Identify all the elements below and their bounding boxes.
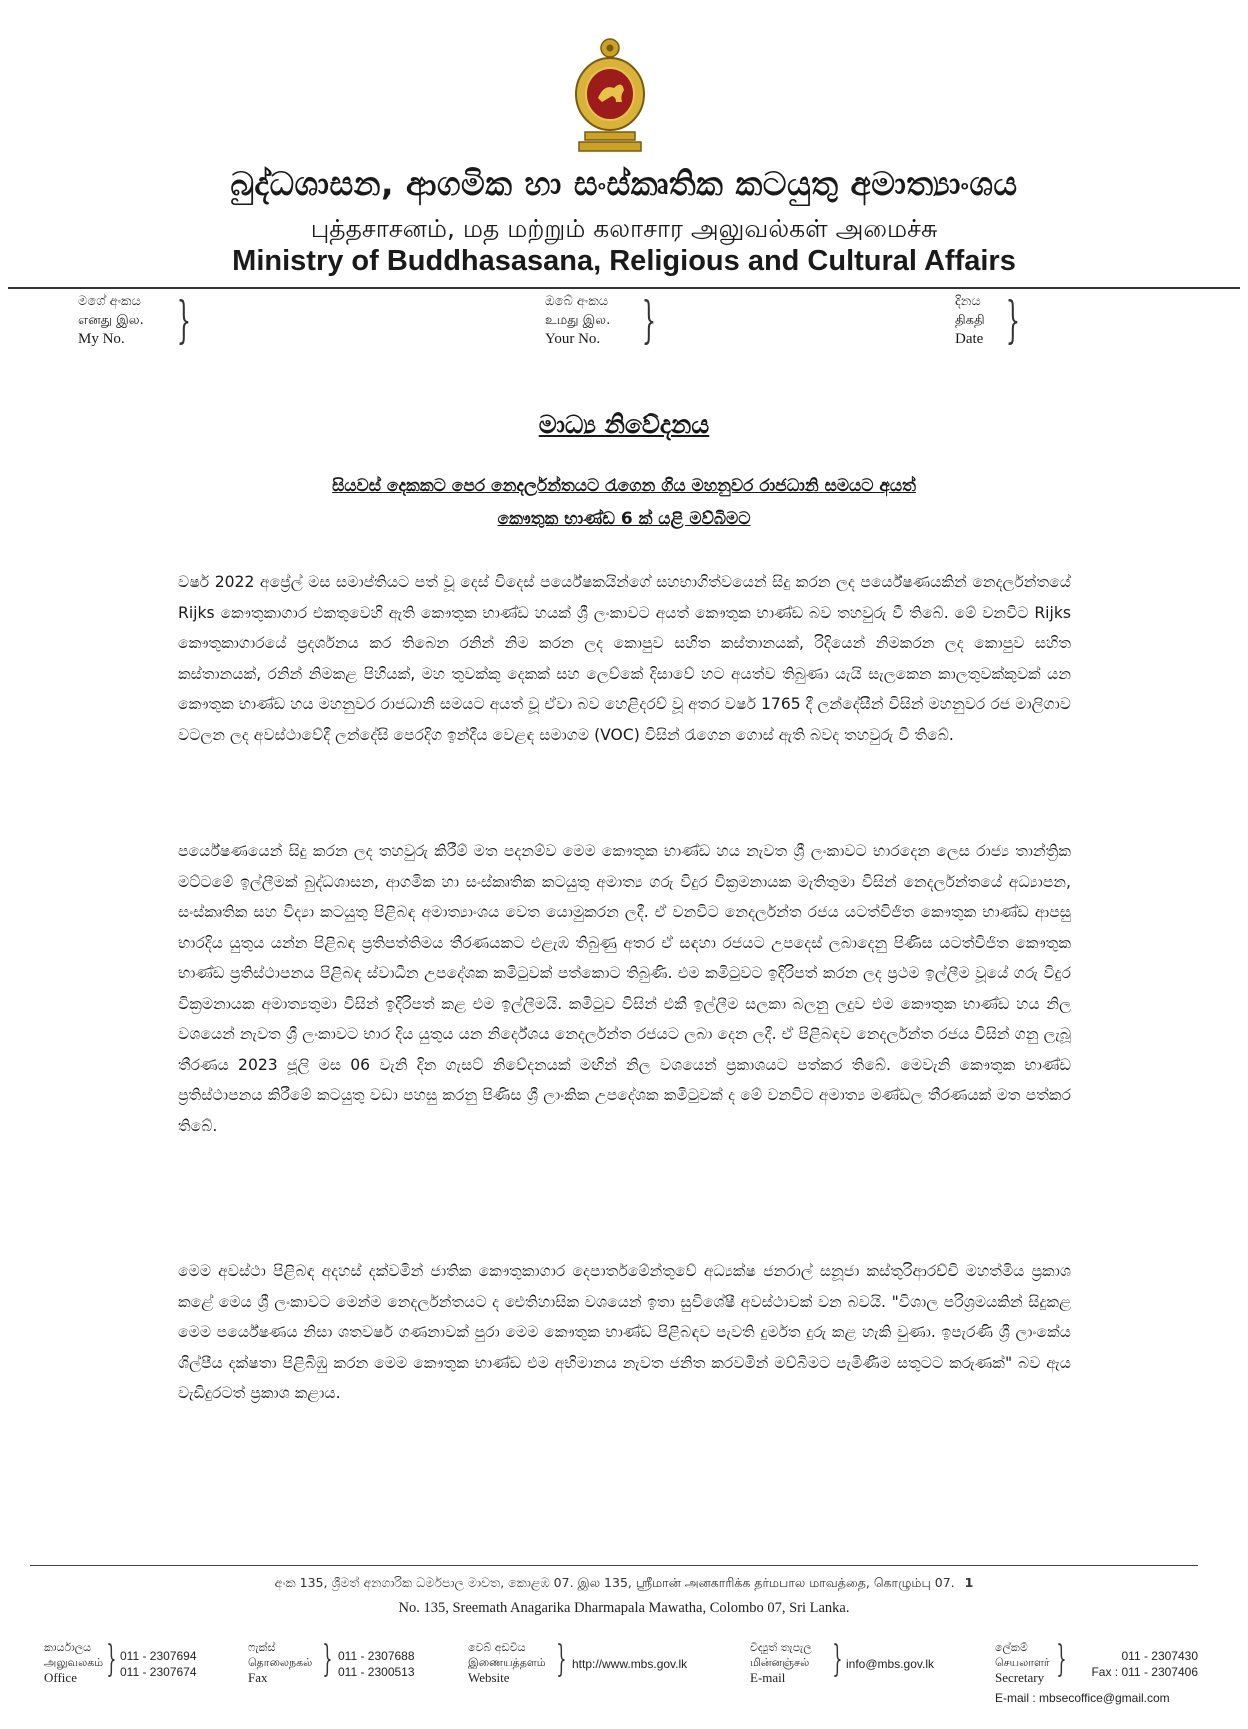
email-label: විද්‍යුත් තැපැල மின்னஞ்சல் E-mail (750, 1641, 812, 1685)
email-address[interactable]: info@mbs.gov.lk (846, 1657, 934, 1671)
brace-icon: } (832, 1639, 843, 1680)
page-number: 1 (964, 1575, 974, 1590)
body-paragraph: මෙම අවස්ථා පිළිබඳ අදහස් දක්වමින් ජාතික කෞතුකාගාර දෙපාර්තමේන්තුවේ අධ්‍යක්ෂ ජනරාල් සනූජා කස්තුරිආරච්චි මහත්මිය ප්‍රකාශ කළේ මෙය ශ්‍රී ලංකාවට මෙන්ම නෙදර්ලන්තයට ද ඓතිහාසික වශයෙන් ඉතා සුවිශේෂී අවස්ථාවක් වන බවයි. "විශාල පරිශ්‍රමයකින් සිදුකළ මෙම පර්යේෂණය නිසා ශතවර්ෂ ගණනාවක් පුරා මෙම කෞතුක භාණ්ඩ පිළිබඳව පැවති දුර්මත දුරු කළ හැකි වුණා. ඉපැරණි ශ්‍රී ලාංකේය ශිල්පීය දක්ෂතා පිළිබිඹු කරන මෙම කෞතුක භාණ්ඩ එම අභිමානය නැවත ජනිත කරවමින් මව්බිමට පැමිණීම සතුටට කරුණක්" බව ඇය වැඩිදුරටත් ප්‍රකාශ කළාය. (178, 1262, 1071, 1402)
brace-icon: } (556, 1639, 567, 1680)
body-paragraph: පර්යේෂණයෙන් සිදු කරන ලද තහවුරු කිරීම් මත පදනම්ව මෙම කෞතුක භාණ්ඩ හය නැවත ශ්‍රී ලංකාවට භාරදෙන ලෙස රාජ්‍ය තාන්ත්‍රික මට්ටමේ ඉල්ලීමක් බුද්ධශාසන, ආගමික හා සංස්කෘතික කටයුතු අමාත්‍ය ගරු විදුර වික්‍රමනායක මැතිතුමා විසින් නෙදර්ලන්තයේ අධ්‍යාපන, සංස්කෘතික සහ විද්‍යා කටයුතු පිළිබඳ අමාත්‍යාංශය වෙත යොමුකරන ලදී. ඒ වනවිට නෙදර්ලන්ත රජය යටත්විජිත කෞතුක භාණ්ඩ ආපසු භාරදිය යුතුය යන්න පිළිබඳ ප්‍රතිපත්තිමය තීරණයකට එළැඹ තිබුණු අතර ඒ සඳහා රජයට උපදෙස් ලබාදෙනු පිණිස යටත්විජිත කෞතුක භාණ්ඩ ප්‍රතිස්ථාපනය පිළිබඳ ස්වාධීන උපදේශක කමිටුවක් පත්කොට තිබුණි. එම කමිටුවට ඉදිරිපත් කරන ලද ප්‍රථම ඉල්ලීම වූයේ ගරු විදුර වික්‍රමනායක අමාත්‍යතුමා විසින් ඉදිරිපත් කළ එම ඉල්ලීමයි. කමිටුව විසින් එකී ඉල්ලීම සලකා බලනු ලදුව එම කෞතුක භාණ්ඩ හය නිල වශයෙන් නැවත ශ්‍රී ලංකාවට භාර දිය යුතුය යන නිර්දේශය නෙදර්ලන්ත රජයට ලබා දෙන ලදී. ඒ පිළිබඳව නෙදර්ලන්ත රජය විසින් ගනු ලැබූ තීරණය 2023 ජූලි මස 06 වැනි දින ගැසට් නිවේදනයක් මඟින් නිල වශයෙන් ප්‍රකාශයට පත්කර තිබේ. මෙවැනි කෞතුක භාණ්ඩ ප්‍රතිස්ථාපනය කිරීමේ කටයුතු වඩා පහසු කරනු පිණිස ශ්‍රී ලාංකික උපදේශක කමිටුවක් ද මේ වනවිට අමාත්‍ය මණ්ඩල තීරණයක් මත පත්කර තිබේ. (178, 842, 1071, 1135)
brace-icon: } (322, 1639, 333, 1680)
press-release-title: මාධ්‍ය නිවේදනය (538, 410, 710, 439)
brace-icon: } (1005, 291, 1021, 349)
footer-divider (30, 1565, 1198, 1566)
your-no-label: ඔබේ අංකය உமது இல. Your No. (545, 294, 611, 347)
brace-icon: } (176, 291, 192, 349)
ministry-name-sinhala: බුද්ධශාසන, ආගමික හා සංස්කෘතික කටයුතු අමාත්‍යාංශය (230, 164, 1018, 203)
ministry-name-english: Ministry of Buddhasasana, Religious and Cultural Affairs (232, 245, 1016, 277)
press-release-subtitle: සියවස් දෙකකට පෙර නෙදර්ලන්තයට රැගෙන ගිය මහනුවර රාජධානි සමයට අයත් කෞතුක භාණ්ඩ 6 ක් යළි මව්බිමට (332, 476, 916, 529)
body-paragraph: වර්ෂ 2022 අප්‍රේල් මස සමාප්තියට පත් වූ දෙස් විදෙස් පර්යේෂකයින්ගේ සහභාගිත්වයෙන් සිදු කරන ලද පර්යේෂණයකින් නෙදර්ලන්තයේ Rijks කෞතුකාගාර එකතුවෙහි ඇති කෞතුක භාණ්ඩ හයක් ශ්‍රී ලංකාවට අයත් කෞතුක භාණ්ඩ බව තහවුරු වී තිබේ. මේ වනවිට Rijks කෞතුකාගාරයේ ප්‍රදර්ශනය කර තිබෙන රනින් නිම කරන ලද කොපුව සහිත කස්තානයක්, රිදියෙන් නිමකරන ලද කොපුව සහිත කස්තානයක්, රනින් නිමකළ පිහියක්, මහ තුවක්කු දෙකක් සහ ලෙව්කේ දිසාවේ හට අයත්ව තිබුණා යැයි සැලකෙන කාලතුවක්කුවක් යන කෞතුක භාණ්ඩ හය මහනුවර රාජධානි සමයට අයත් වූ ඒවා බව හෙළිදරව් වූ අතර වර්ෂ 1765 දී ලන්දේසීන් විසින් මහනුවර රජ මාලිගාව වටලන ලද අවස්ථාවේදී ලන්දේසි පෙරදිග ඉන්දීය වෙළඳ සමාගම (VOC) විසින් රැගෙන ගොස් ඇති බවද තහවුරු වී තිබේ. (178, 573, 1071, 744)
office-label: කාර්යාලය அலுவலகம் Office (44, 1641, 104, 1685)
sri-lanka-emblem-icon (565, 36, 655, 154)
footer-address-english: No. 135, Sreemath Anagarika Dharmapala Mawatha, Colombo 07, Sri Lanka. (398, 1600, 850, 1616)
secretary-email[interactable]: E-mail : mbsecoffice@gmail.com (995, 1691, 1170, 1705)
fax-number: 011 - 2307688 011 - 2300513 (338, 1649, 415, 1679)
website-url[interactable]: http://www.mbs.gov.lk (572, 1657, 688, 1671)
secretary-label: ලේකම් செயலாளர் Secretary (995, 1641, 1050, 1685)
brace-icon: } (1056, 1639, 1067, 1680)
brace-icon: } (641, 291, 657, 349)
secretary-phone: 011 - 2307430 Fax : 011 - 2307406 (1091, 1649, 1198, 1679)
office-phone: 011 - 2307694 011 - 2307674 (120, 1649, 197, 1679)
brace-icon: } (106, 1639, 117, 1680)
date-label: දිනය திகதி Date (955, 294, 985, 347)
ministry-name-tamil: புத்தசாசனம், மத மற்றும் கலாசார அலுவல்கள் அமைச்சு (310, 214, 938, 243)
my-no-label: මගේ අංකය எனது இல. My No. (78, 294, 144, 347)
header-divider (8, 287, 1240, 289)
footer-address-local: අංක 135, ශ්‍රීමත් අනගාරික ධර්මපාල මාවත, කොළඹ 07. இல 135, ஸ்ரீமான் அனகாரிக்க தர்மபால மாவத்தை, கொழும்பு 07. 1 (274, 1575, 974, 1590)
website-label: වෙබ් අඩවිය இணையத்தளம் Website (468, 1641, 546, 1685)
fax-label: ෆැක්ස් தொலைநகல் Fax (248, 1641, 313, 1685)
